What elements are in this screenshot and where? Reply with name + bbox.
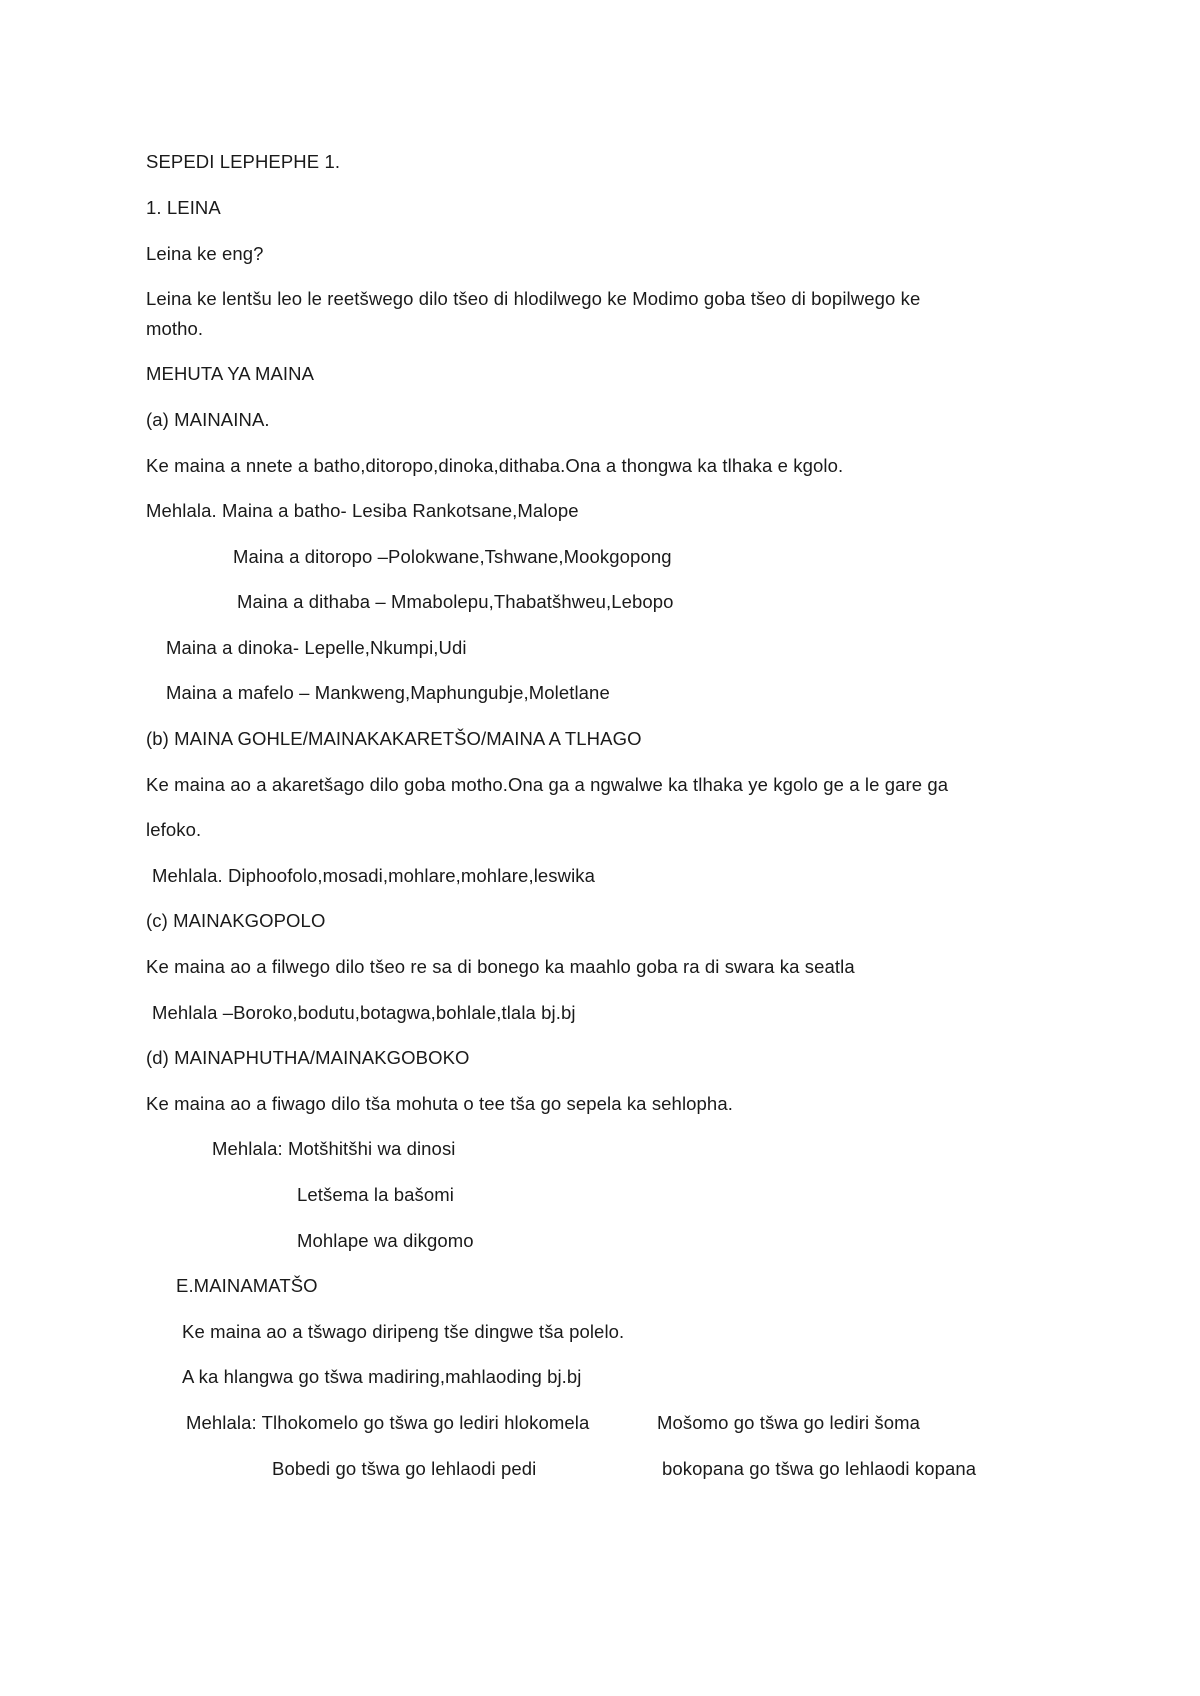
section-b-description-1: Ke maina ao a akaretšago dilo goba motho.Ona ga a ngwalwe ka tlhaka ye kgolo ge a le gare ga	[146, 774, 949, 795]
types-heading: MEHUTA YA MAINA	[146, 363, 315, 384]
section-a-example-2: Maina a ditoropo –Polokwane,Tshwane,Mookgopong	[233, 546, 672, 567]
section-d-description: Ke maina ao a fiwago dilo tša mohuta o tee tša go sepela ka sehlopha.	[146, 1093, 733, 1114]
section-e-heading: E.MAINAMATŠO	[176, 1275, 318, 1296]
section-a-example-4: Maina a dinoka- Lepelle,Nkumpi,Udi	[166, 637, 467, 658]
section-e-example-2-right: bokopana go tšwa go lehlaodi kopana	[662, 1458, 977, 1479]
section-c-description: Ke maina ao a filwego dilo tšeo re sa di bonego ka maahlo goba ra di swara ka seatla	[146, 956, 855, 977]
section-d-heading: (d) MAINAPHUTHA/MAINAKGOBOKO	[146, 1047, 470, 1068]
document-title: SEPEDI LEPHEPHE 1.	[146, 151, 341, 172]
definition-line-2: motho.	[146, 318, 204, 339]
definition-line-1: Leina ke lentšu leo le reetšwego dilo tšeo di hlodilwego ke Modimo goba tšeo di bopilwego ke	[146, 288, 921, 309]
section-e-example-1-left: Mehlala: Tlhokomelo go tšwa go lediri hlokomela	[186, 1412, 590, 1433]
section-heading: 1. LEINA	[146, 197, 221, 218]
section-a-heading: (a) MAINAINA.	[146, 409, 270, 430]
section-e-example-2-left: Bobedi go tšwa go lehlaodi pedi	[272, 1458, 537, 1479]
section-e-description: Ke maina ao a tšwago diripeng tše dingwe tša polelo.	[182, 1321, 625, 1342]
section-d-example-1: Mehlala: Motšhitšhi wa dinosi	[212, 1138, 456, 1159]
section-c-example: Mehlala –Boroko,bodutu,botagwa,bohlale,tlala bj.bj	[152, 1002, 576, 1023]
section-e-example-1-right: Mošomo go tšwa go lediri šoma	[657, 1412, 921, 1433]
section-a-example-3: Maina a dithaba – Mmabolepu,Thabatšhweu,Lebopo	[237, 591, 674, 612]
section-a-example-1: Mehlala. Maina a batho- Lesiba Rankotsane,Malope	[146, 500, 579, 521]
section-e-note: A ka hlangwa go tšwa madiring,mahlaoding bj.bj	[182, 1366, 582, 1387]
section-a-example-5: Maina a mafelo – Mankweng,Maphungubje,Moletlane	[166, 682, 610, 703]
section-c-heading: (c) MAINAKGOPOLO	[146, 910, 326, 931]
section-a-description: Ke maina a nnete a batho,ditoropo,dinoka,dithaba.Ona a thongwa ka tlhaka e kgolo.	[146, 455, 844, 476]
section-b-example: Mehlala. Diphoofolo,mosadi,mohlare,mohlare,leswika	[152, 865, 596, 886]
section-d-example-2: Letšema la bašomi	[297, 1184, 454, 1205]
section-b-description-2: lefoko.	[146, 819, 202, 840]
section-d-example-3: Mohlape wa dikgomo	[297, 1230, 474, 1251]
question-text: Leina ke eng?	[146, 243, 264, 264]
section-b-heading: (b) MAINA GOHLE/MAINAKAKARETŠO/MAINA A TLHAGO	[146, 728, 642, 749]
